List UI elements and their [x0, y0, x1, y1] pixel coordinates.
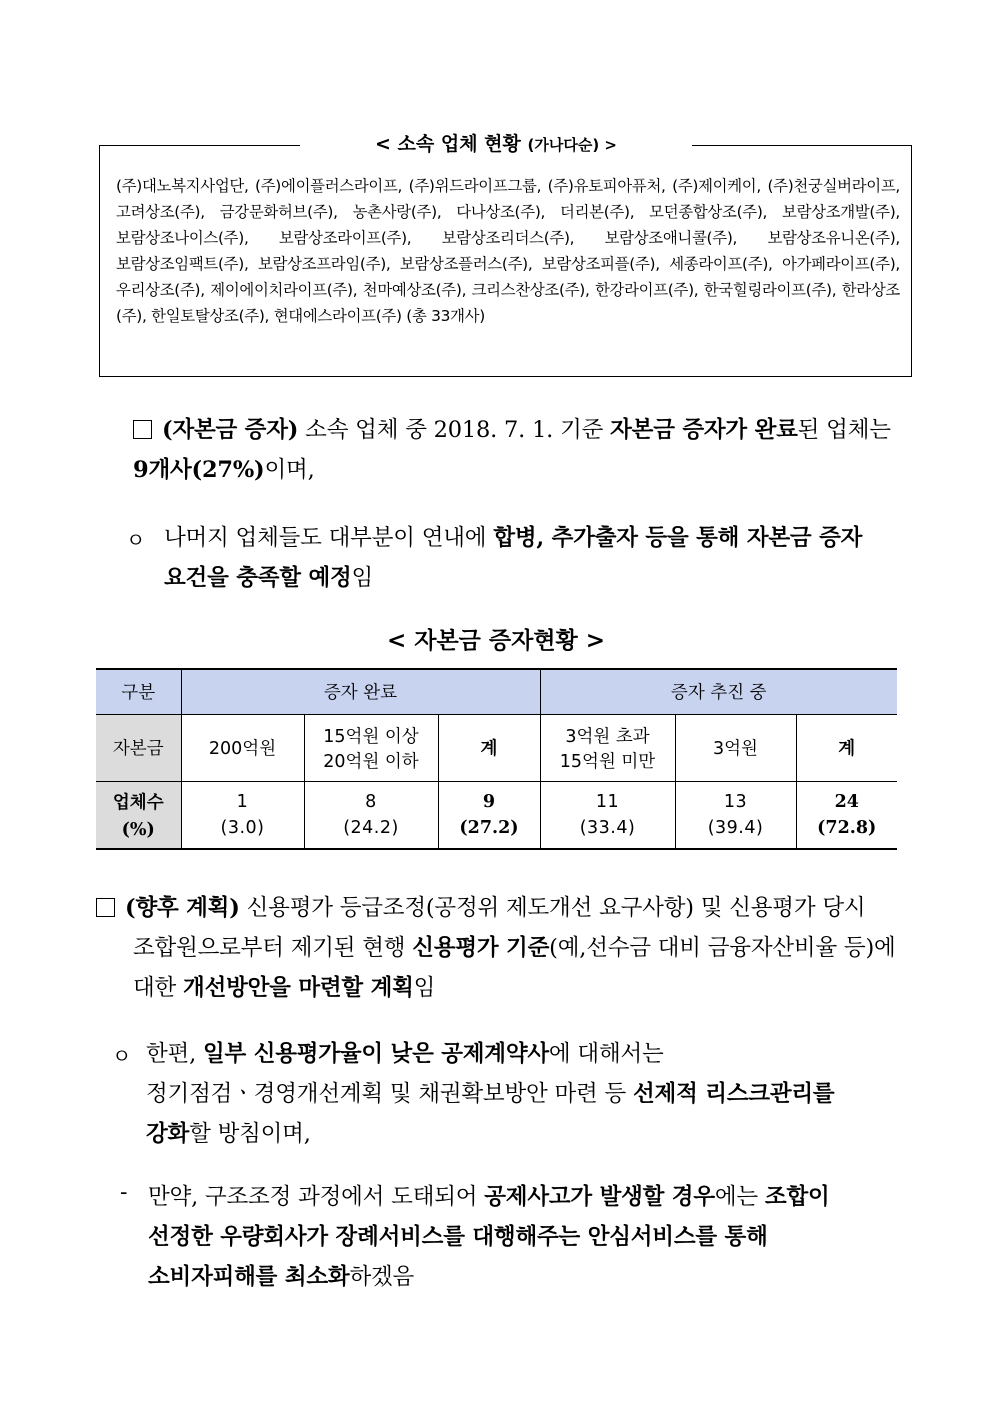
cell-line: (27.2) — [459, 817, 519, 838]
cell-line: (24.2) — [343, 817, 399, 838]
cell-line: 15억원 이상 — [323, 726, 419, 747]
row-label-capital: 자본금 — [96, 714, 181, 781]
table-cell — [181, 781, 304, 849]
table-header-row — [96, 669, 897, 714]
table-cell-total: 계 — [796, 714, 897, 781]
cell-line: 11 — [595, 791, 620, 812]
header-category: 구분 — [96, 669, 181, 714]
table-cell: 3억원 — [675, 714, 796, 781]
para1-heading: (자본금 증자) — [162, 417, 299, 443]
para4-bold2: 선제적 리스크관리를 강화 — [146, 1081, 835, 1147]
para5-bold2: 조합이 선정한 우량회사가 장례서비스를 대행해주는 안심서비스를 통해 소비자피해를 최소화 — [148, 1184, 830, 1290]
future-plan-paragraph — [96, 888, 898, 1008]
cell-line: 9 — [482, 791, 496, 812]
para2-text2: 임 — [351, 565, 374, 591]
bullet-dash-icon: - — [120, 1180, 128, 1205]
header-in-progress: 증자 추진 중 — [540, 669, 897, 714]
table-cell — [675, 781, 796, 849]
cell-line: 3억원 초과 — [565, 726, 650, 747]
bullet-circle-icon: ㅇ — [112, 1044, 132, 1068]
header-completed: 증자 완료 — [181, 669, 540, 714]
checkbox-square-icon — [96, 898, 115, 917]
para4-text2: 에 대해서는 정기점검ㆍ경영개선계획 및 채권확보방안 마련 등 — [146, 1041, 664, 1107]
para4-text1: 한편, — [146, 1041, 203, 1067]
para5-text2: 에는 — [714, 1184, 765, 1210]
table-title: < 자본금 증자현황 > — [386, 627, 606, 654]
bullet-circle-icon: ㅇ — [126, 528, 146, 552]
consumer-protection-paragraph — [148, 1177, 898, 1297]
para3-text2: (예,선수금 대비 금융자산비율 등)에 대한 — [133, 935, 896, 1001]
member-box-subtitle: (가나다순) > — [527, 136, 617, 154]
para5-bold1: 공제사고가 발생할 경우 — [484, 1184, 715, 1210]
para1-text2: 된 업체는 — [797, 417, 891, 443]
table-cell-total — [438, 781, 540, 849]
table-cell: 200억원 — [181, 714, 304, 781]
cell-line: 업체수 — [112, 793, 164, 814]
cell-line: 1 — [236, 791, 249, 812]
para5-text1: 만약, 구조조정 과정에서 도태되어 — [148, 1184, 485, 1210]
row-label-count — [96, 781, 181, 849]
capital-increase-paragraph — [96, 410, 898, 490]
cell-line: 24 — [834, 791, 859, 812]
table-cell-total — [796, 781, 897, 849]
para1-bold3: 9개사(27%) — [133, 457, 265, 483]
table-cell-total: 계 — [438, 714, 540, 781]
para4-text3: 할 방침이며, — [189, 1121, 311, 1147]
remaining-companies-paragraph — [164, 518, 898, 598]
cell-line: 13 — [723, 791, 748, 812]
para1-text1: 소속 업체 중 2018. 7. 1. 기준 — [298, 417, 611, 443]
checkbox-square-icon — [133, 420, 152, 439]
table-row — [96, 781, 897, 849]
cell-line: (3.0) — [220, 817, 265, 838]
para4-bold1: 일부 신용평가율이 낮은 공제계약사 — [202, 1041, 549, 1067]
para1-bold2: 자본금 증자가 완료 — [610, 417, 798, 443]
para2-bold1: 합병, 추가출자 등을 통해 자본금 증자 요건을 충족할 예정 — [164, 525, 863, 591]
table-cell — [304, 781, 438, 849]
cell-line: (33.4) — [579, 817, 636, 838]
cell-line: 15억원 미만 — [559, 751, 656, 772]
para1-text3: 이며, — [264, 457, 315, 483]
cell-line: (%) — [121, 820, 155, 841]
para3-bold2: 신용평가 기준 — [412, 935, 550, 961]
para3-text3: 임 — [413, 975, 436, 1001]
cell-line: 8 — [365, 791, 377, 812]
table-cell — [540, 781, 675, 849]
para3-text1: 신용평가 등급조정(공정위 제도개선 요구사항) 및 신용평가 당시 조합원으로부터 제기된 현행 — [133, 895, 866, 961]
member-company-list: (주)대노복지사업단, (주)에이플러스라이프, (주)위드라이프그룹, (주)유토피아퓨처, (주)제이케이, (주)천궁실버라이프, 고려상조(주), 금강문화허브(주), 농촌사랑(주), 다나상조(주), 더리본(주), 모던종합상조(주), 보람상조개발(주), 보람상조나이스(주), 보람상조라이프(주), 보람상조리더스(주), 보람상조애니콜(주), 보람상조유니온(주), 보람상조임팩트(주), 보람상조프라임(주), 보람상조플러스(주), 보람상조피플(주), 세종라이프(주), 아가페라이프(주), 우리상조(주), 제이에이치라이프(주), 천마예상조(주), 크리스찬상조(주), 한강라이프(주), 한국힐링라이프(주), 한라상조(주), 한일토탈상조(주), 현대에스라이프(주) (총 33개사) — [116, 177, 900, 325]
table-cell — [304, 714, 438, 781]
cell-line: (39.4) — [707, 817, 764, 838]
capital-status-table — [96, 668, 897, 850]
member-box-title — [300, 129, 692, 160]
table-cell — [540, 714, 675, 781]
risk-management-paragraph — [146, 1034, 898, 1154]
member-box-title-text: < 소속 업체 현황 — [375, 133, 521, 155]
para3-heading: (향후 계획) — [125, 895, 240, 921]
para3-bold3: 개선방안을 마련할 계획 — [183, 975, 414, 1001]
cell-line: (72.8) — [817, 817, 877, 838]
para5-text3: 하겠음 — [349, 1264, 415, 1290]
para2-text1: 나머지 업체들도 대부분이 연내에 — [164, 525, 494, 551]
cell-line: 20억원 이하 — [323, 751, 419, 772]
table-row — [96, 714, 897, 781]
